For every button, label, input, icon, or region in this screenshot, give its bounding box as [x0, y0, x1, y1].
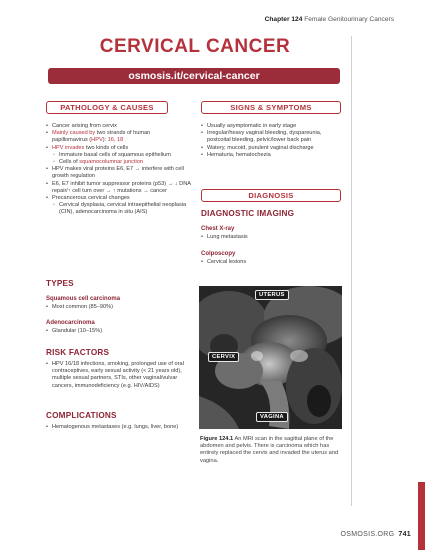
chapter-header: [265, 16, 394, 23]
diagnosis-heading: DIAGNOSIS: [201, 189, 341, 202]
list-item: • Hematogenous metastases (e.g. lungs, liver, bone): [46, 424, 192, 431]
vagina-label: VAGINA: [256, 412, 288, 422]
signs-list: [201, 123, 341, 159]
pathology-list: [46, 123, 192, 217]
list-item: • Cancer arising from cervix: [46, 123, 192, 130]
colposcopy-list: [201, 259, 341, 266]
chapter-title: Female Genitourinary Cancers: [304, 16, 394, 23]
url-link[interactable]: osmosis.it/cervical-cancer: [48, 68, 340, 84]
list-item: • E6, E7 inhibit tumor suppressor proteins (p53) → ↓ DNA repair/↑ cell turn over → ↑ mutations → cancer: [46, 181, 192, 195]
list-item: ◦ Cervical dysplasia, cervical intraepithelial neoplasia (CIN), adenocarcinoma in situ (AIS): [46, 202, 192, 216]
list-item: • Most common (85–90%): [46, 304, 192, 311]
list-item: • HPV makes viral proteins E6, E7 → interfere with cell growth regulation: [46, 166, 192, 180]
pathology-heading: PATHOLOGY & CAUSES: [46, 101, 168, 114]
list-item: • Glandular (10–15%): [46, 328, 192, 335]
mri-image: [199, 286, 342, 429]
list-item: • Watery, mucoid, purulent vaginal discharge: [201, 145, 341, 152]
complications-list: [46, 424, 192, 431]
list-item: • Cervical lesions: [201, 259, 341, 266]
column-divider: [351, 36, 352, 506]
list-item: • Lung metastasis: [201, 234, 341, 241]
page-title: CERVICAL CANCER: [99, 36, 291, 57]
chapter-tab: [418, 482, 425, 550]
squamous-list: [46, 304, 192, 311]
list-item: • Precancerous cervical changes: [46, 195, 192, 202]
squamous-heading: Squamous cell carcinoma: [46, 296, 121, 302]
adeno-heading: Adenocarcinoma: [46, 320, 95, 326]
page-number: 741: [398, 531, 411, 538]
footer-site: OSMOSIS.ORG: [340, 531, 395, 538]
risk-list: [46, 361, 192, 390]
list-item: • HPV invades two kinds of cells: [46, 145, 192, 152]
chest-xray-heading: Chest X-ray: [201, 226, 235, 232]
diagnostic-imaging-heading: DIAGNOSTIC IMAGING: [201, 209, 295, 218]
list-item: • Irregular/heavy vaginal bleeding, dyspareunia, postcoital bleeding, pelvic/lower back pain: [201, 130, 341, 144]
list-item: • Usually asymptomatic in early stage: [201, 123, 341, 130]
chapter-number: Chapter 124: [264, 16, 303, 23]
figure-caption-text: An MRI scan in the sagittal plane of the abdomen and pelvis. There is carcinoma which has entirely replaced the cervix and invaded the uterus and vagina.: [200, 436, 339, 464]
list-item: ◦ Immature basal cells of squamous epithelium: [46, 152, 192, 159]
risk-heading: RISK FACTORS: [46, 348, 110, 357]
list-item: • Hematuria, hematochezia: [201, 152, 341, 159]
uterus-label: UTERUS: [255, 290, 289, 300]
figure-caption: [200, 436, 342, 465]
colposcopy-heading: Colposcopy: [201, 251, 236, 257]
list-item: • HPV 16/18 infections, smoking, prolonged use of oral contraceptives, early sexual activity (< 21 years old), multiple sexual partners, STIs, other vaginal/vulvar cancers, immunodeficiency (e.g. HIV/AIDS): [46, 361, 192, 390]
list-item: ◦ Cells of squamocolumnar junction: [46, 159, 192, 166]
complications-heading: COMPLICATIONS: [46, 411, 117, 420]
list-item: • Mainly caused by two strands of human papillomavirus (HPV): 16, 18: [46, 130, 192, 144]
page-footer: [341, 531, 411, 538]
figure-number: Figure 124.1: [200, 436, 234, 442]
cervix-label: CERVIX: [208, 352, 239, 362]
adeno-list: [46, 328, 192, 335]
signs-heading: SIGNS & SYMPTOMS: [201, 101, 341, 114]
xray-list: [201, 234, 341, 241]
types-heading: TYPES: [46, 279, 74, 288]
